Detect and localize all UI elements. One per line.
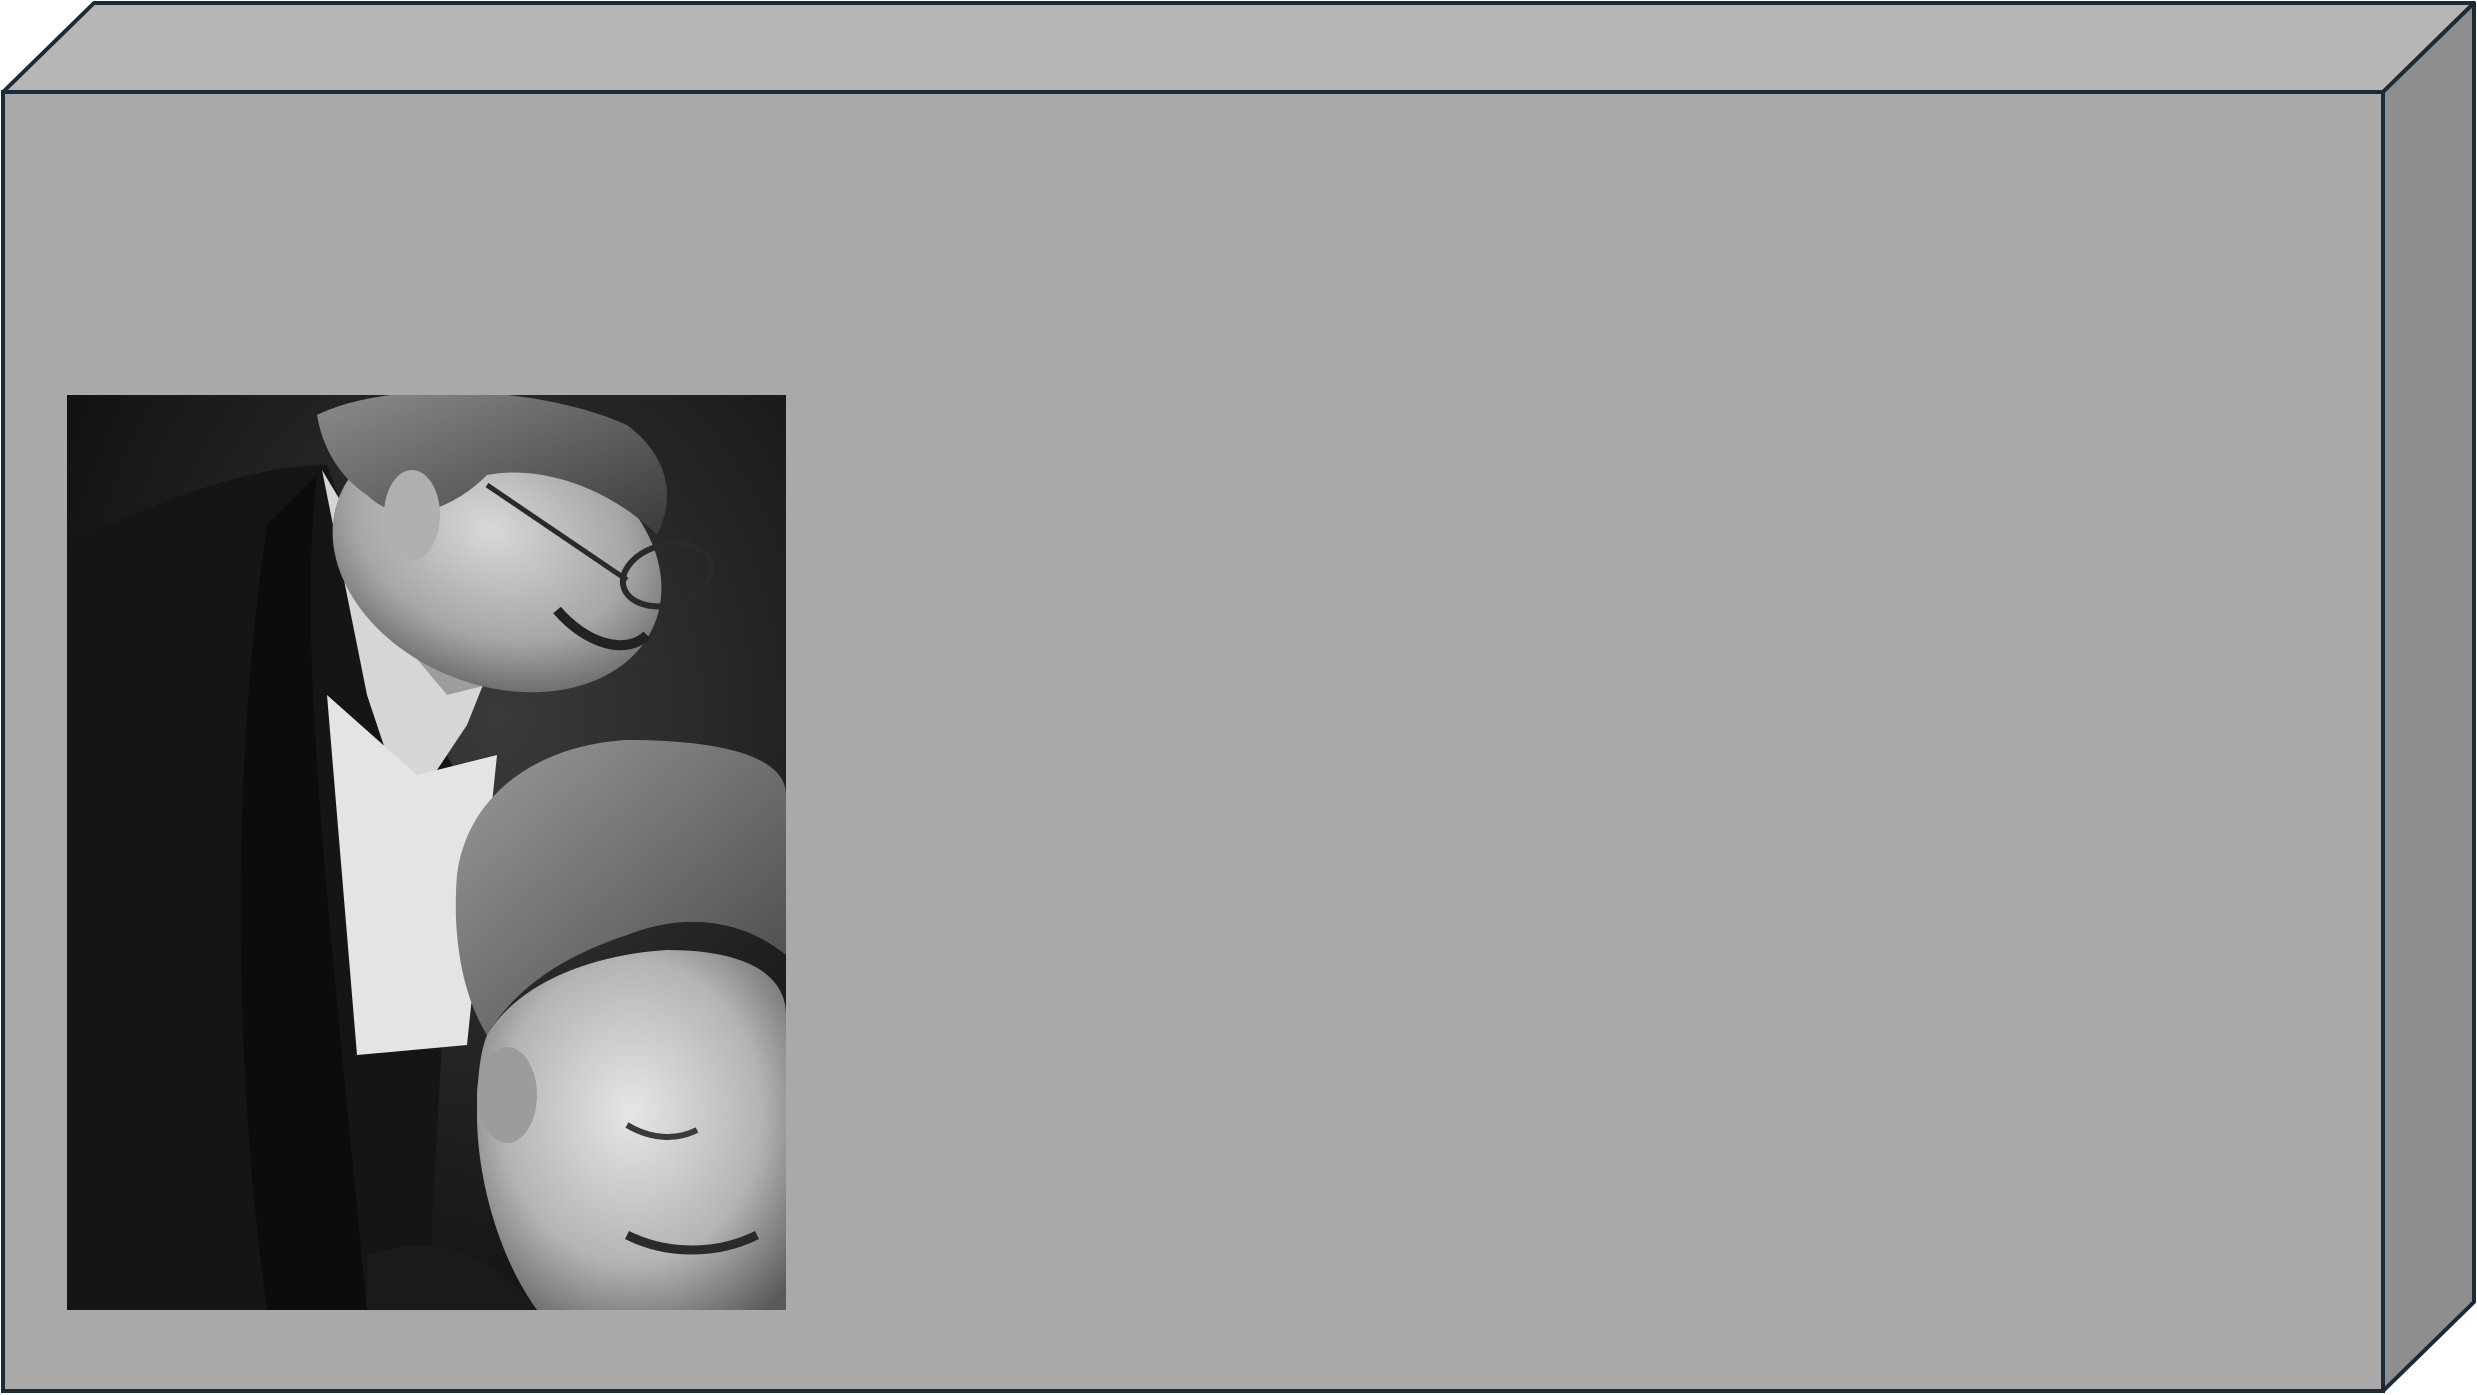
photo-image <box>67 395 786 1310</box>
box-side-face <box>2383 3 2474 1391</box>
box-top-face <box>3 3 2474 92</box>
photo <box>67 395 786 1310</box>
brand-block <box>1520 160 2320 201</box>
